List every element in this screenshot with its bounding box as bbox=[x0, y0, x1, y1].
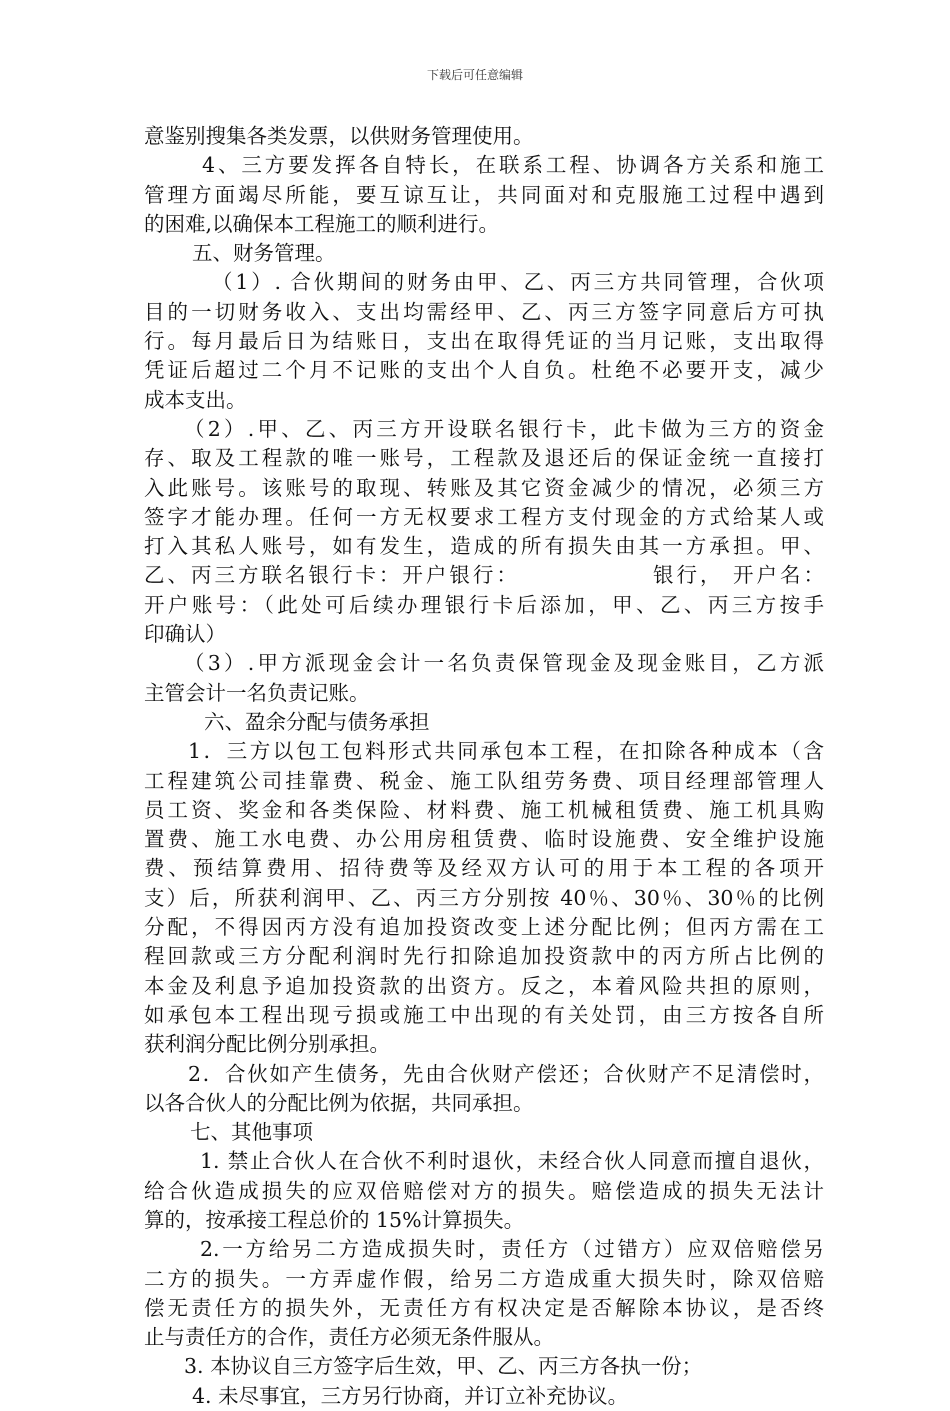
text-line: 支）后，所获利润甲、乙、丙三方分别按 40％、30％、30％的比例 bbox=[144, 885, 824, 910]
text-line: 1．三方以包工包料形式共同承包本工程，在扣除各种成本（含 bbox=[188, 739, 824, 764]
text-line: 员工资、奖金和各类保险、材料费、施工机械租赁费、施工机具购 bbox=[144, 797, 824, 822]
text-line: 签字才能办理。任何一方无权要求工程方支付现金的方式给某人或 bbox=[144, 504, 824, 529]
text-line: 凭证后超过二个月不记账的支出个人自负。杜绝不必要开支，减少 bbox=[144, 358, 824, 383]
text-line: 4. 未尽事宜，三方另行协商，并订立补充协议。 bbox=[192, 1383, 629, 1408]
text-line: 成本支出。 bbox=[144, 387, 247, 412]
text-line: 以各合伙人的分配比例为依据，共同承担。 bbox=[144, 1090, 534, 1115]
text-line: 工程建筑公司挂靠费、税金、施工队组劳务费、项目经理部管理人 bbox=[144, 768, 824, 793]
text-line: 乙、丙三方联名银行卡：开户银行： 银行， 开户名： bbox=[144, 563, 824, 588]
text-line: 4、三方要发挥各自特长，在联系工程、协调各方关系和施工 bbox=[202, 153, 824, 178]
text-line: 偿无责任方的损失外，无责任方有权决定是否解除本协议，是否终 bbox=[144, 1295, 824, 1320]
text-line: 程回款或三方分配利润时先行扣除追加投资款中的丙方所占比例的 bbox=[144, 944, 824, 969]
text-line: 2.一方给另二方造成损失时，责任方（过错方）应双倍赔偿另 bbox=[200, 1237, 824, 1262]
text-line: 目的一切财务收入、支出均需经甲、乙、丙三方签字同意后方可执 bbox=[144, 299, 824, 324]
text-line: 二方的损失。一方弄虚作假，给另二方造成重大损失时，除双倍赔 bbox=[144, 1266, 824, 1291]
text-line: 止与责任方的合作，责任方必须无条件服从。 bbox=[144, 1325, 554, 1350]
text-line: 的困难,以确保本工程施工的顺利进行。 bbox=[144, 211, 500, 236]
document-body bbox=[144, 122, 824, 1411]
text-line: 获利润分配比例分别承担。 bbox=[144, 1032, 390, 1057]
text-line: 2．合伙如产生债务，先由合伙财产偿还；合伙财产不足清偿时， bbox=[188, 1061, 824, 1086]
text-line: 六、盈余分配与债务承担 bbox=[204, 709, 430, 734]
text-line: 印确认） bbox=[144, 622, 226, 647]
text-line: 本金及利息予追加投资款的出资方。反之，本着风险共担的原则， bbox=[144, 973, 824, 998]
text-line: 意鉴别搜集各类发票，以供财务管理使用。 bbox=[144, 124, 534, 148]
text-line: 主管会计一名负责记账。 bbox=[144, 680, 370, 705]
text-line: 七、其他事项 bbox=[190, 1120, 313, 1145]
text-line: 开户账号：（此处可后续办理银行卡后添加，甲、乙、丙三方按手 bbox=[144, 592, 824, 617]
text-line: （1）. 合伙期间的财务由甲、乙、丙三方共同管理，合伙项 bbox=[212, 270, 824, 295]
text-line: 算的，按承接工程总价的 15%计算损失。 bbox=[144, 1207, 525, 1232]
text-line: （3）.甲方派现金会计一名负责保管现金及现金账目，乙方派 bbox=[184, 651, 824, 676]
text-line: 入此账号。该账号的取现、转账及其它资金减少的情况，必须三方 bbox=[144, 475, 824, 500]
text-line: 管理方面竭尽所能，要互谅互让，共同面对和克服施工过程中遇到 bbox=[144, 182, 824, 207]
text-line: 行。每月最后日为结账日，支出在取得凭证的当月记账，支出取得 bbox=[144, 329, 824, 354]
text-line: （2）.甲、乙、丙三方开设联名银行卡，此卡做为三方的资金 bbox=[184, 416, 824, 441]
text-line: 五、财务管理。 bbox=[192, 241, 336, 266]
text-line: 置费、施工水电费、办公用房租赁费、临时设施费、安全维护设施 bbox=[144, 827, 824, 852]
page-header: 下载后可任意编辑 bbox=[426, 68, 523, 82]
text-line: 如承包本工程出现亏损或施工中出现的有关处罚，由三方按各自所 bbox=[144, 1002, 824, 1027]
text-line: 3. 本协议自三方签字后生效，甲、乙、丙三方各执一份； bbox=[184, 1354, 703, 1379]
text-line: 存、取及工程款的唯一账号，工程款及退还后的保证金统一直接打 bbox=[144, 446, 824, 471]
text-line: 费、预结算费用、招待费等及经双方认可的用于本工程的各项开 bbox=[144, 856, 824, 881]
text-line: 给合伙造成损失的应双倍赔偿对方的损失。赔偿造成的损失无法计 bbox=[144, 1178, 824, 1203]
text-line: 打入其私人账号，如有发生，造成的所有损失由其一方承担。甲、 bbox=[144, 534, 824, 559]
text-line: 1. 禁止合伙人在合伙不利时退伙，未经合伙人同意而擅自退伙， bbox=[200, 1149, 824, 1174]
text-line: 分配，不得因丙方没有追加投资改变上述分配比例；但丙方需在工 bbox=[144, 915, 824, 940]
